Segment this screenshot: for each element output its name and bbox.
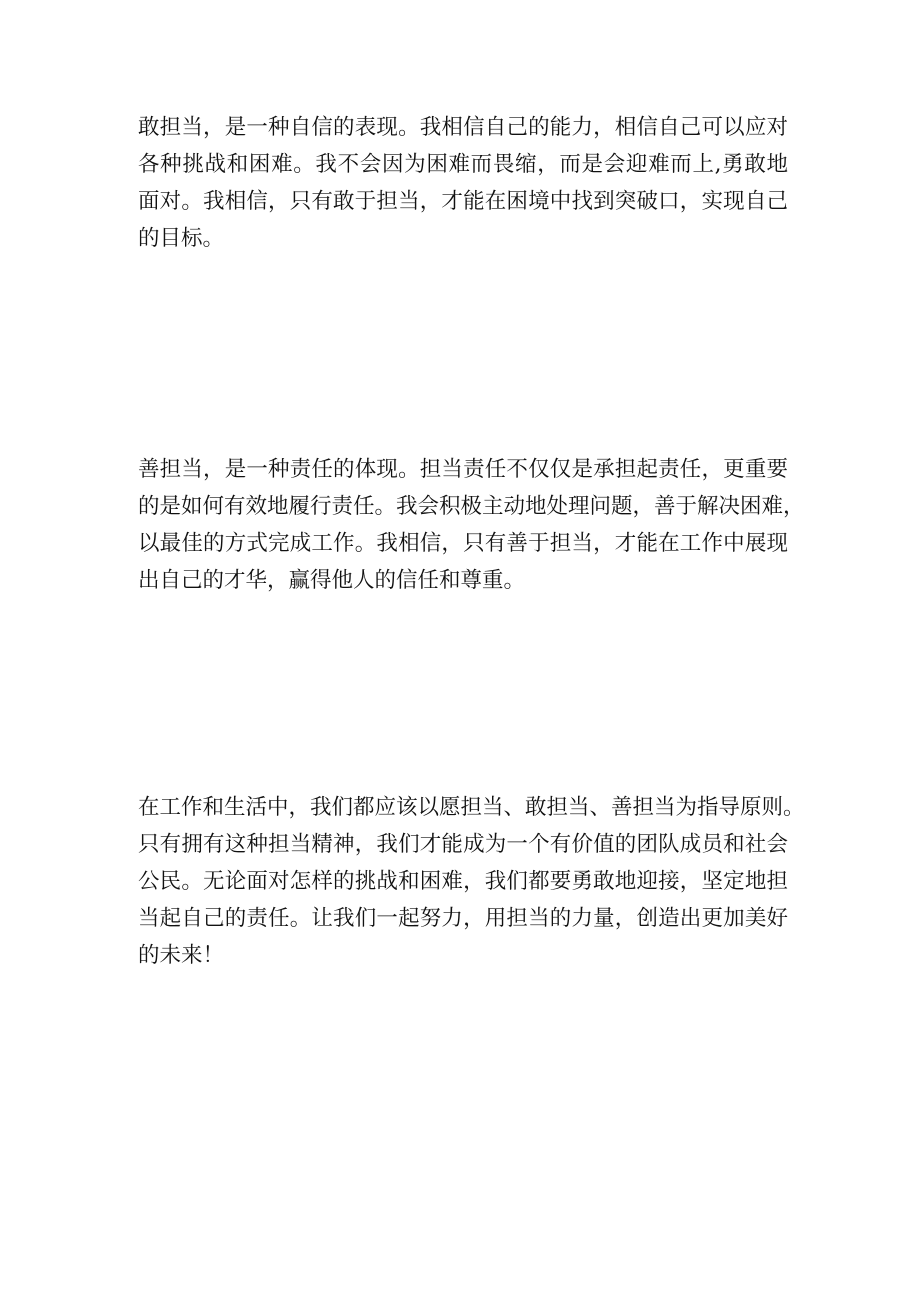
text-line: 出自己的才华，赢得他人的信任和尊重。 <box>138 568 526 593</box>
text-line: 当起自己的责任。让我们一起努力，用担当的力量，创造出更加美好 <box>138 906 788 931</box>
text-line: 只有拥有这种担当精神，我们才能成为一个有价值的团队成员和社会 <box>138 832 788 857</box>
text-line: 的是如何有效地履行责任。我会积极主动地处理问题，善于解决困难， <box>138 494 805 519</box>
text-line: 的目标。 <box>138 226 225 251</box>
text-line: 公民。无论面对怎样的挑战和困难，我们都要勇敢地迎接，坚定地担 <box>138 869 788 894</box>
text-line: 敢担当，是一种自信的表现。我相信自己的能力，相信自己可以应对 <box>138 115 788 140</box>
text-line: 的未来！ <box>138 943 225 968</box>
paragraph-responsibility <box>138 451 805 599</box>
text-line: 各种挑战和困难。我不会因为困难而畏缩，而是会迎难而上,勇敢地 <box>138 152 788 177</box>
text-line: 善担当，是一种责任的体现。担当责任不仅仅是承担起责任，更重要 <box>138 457 788 482</box>
text-line: 以最佳的方式完成工作。我相信，只有善于担当，才能在工作中展现 <box>138 531 788 556</box>
paragraph-conclusion <box>138 789 805 974</box>
paragraph-courage <box>138 109 788 257</box>
text-line: 面对。我相信，只有敢于担当，才能在困境中找到突破口，实现自己 <box>138 189 788 214</box>
text-line: 在工作和生活中，我们都应该以愿担当、敢担当、善担当为指导原则。 <box>138 795 805 820</box>
